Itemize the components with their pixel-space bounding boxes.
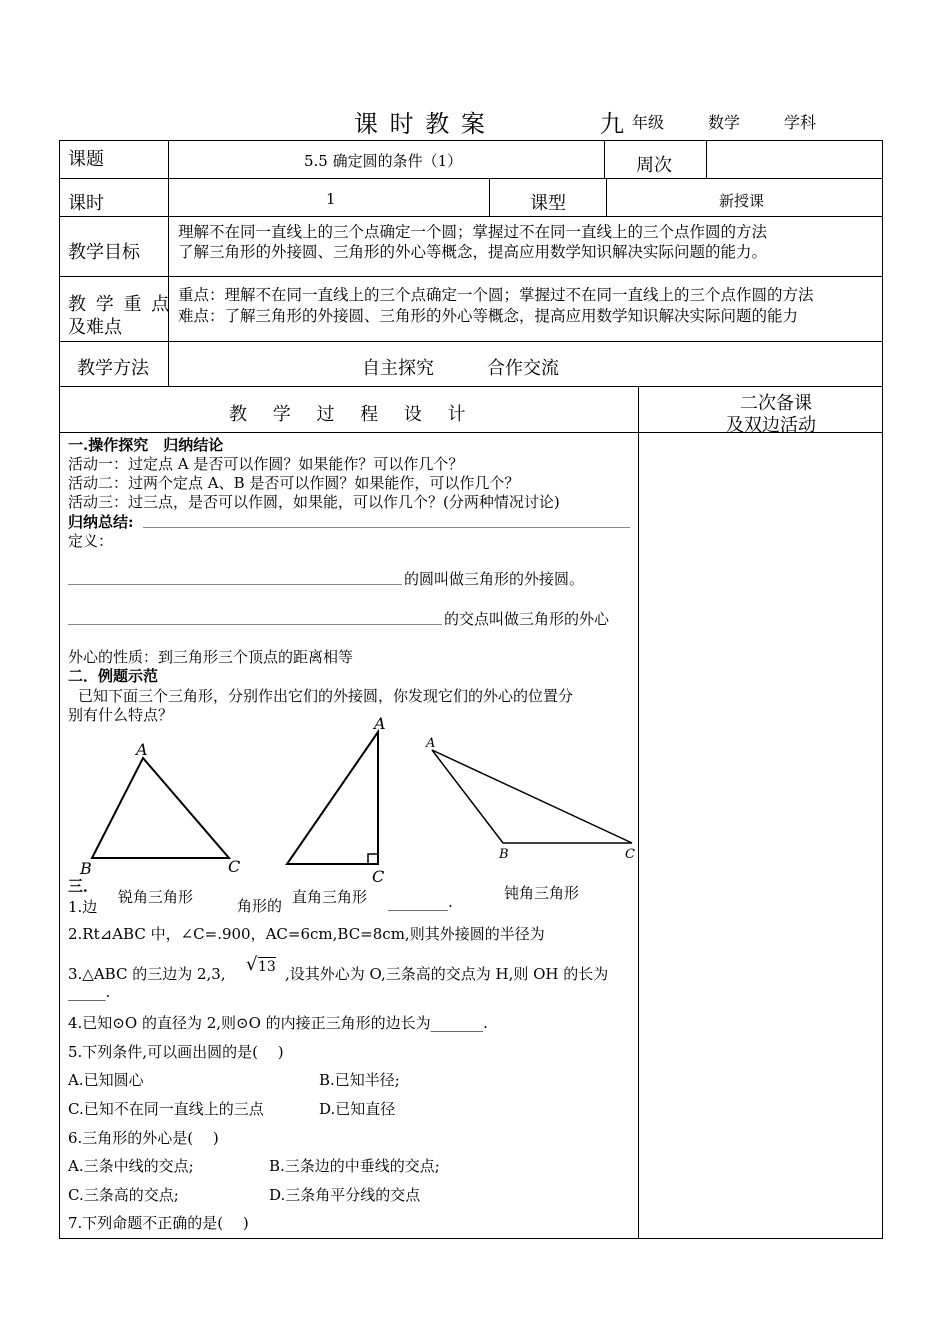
example-line-1: 已知下面三个三角形，分别作出它们的外接圆，你发现它们的外心的位置分 <box>78 687 574 705</box>
keypoints-line-2: 难点：了解三角形的外接圆、三角形的外心等概念，提高应用数学知识解决实际问题的能力 <box>178 307 799 325</box>
circumcenter-property: 外心的性质：到三角形三个顶点的距离相等 <box>68 648 354 666</box>
obtuse-triangle <box>432 750 632 843</box>
question-1-start: 1.边 <box>68 898 98 916</box>
method-2: 合作交流 <box>487 358 559 379</box>
type-label: 课型 <box>530 193 566 214</box>
hours-label: 课时 <box>68 193 104 214</box>
question-5-option-d: D.已知直径 <box>319 1100 396 1118</box>
side-label-2: 及双边活动 <box>726 415 816 436</box>
method-1: 自主探究 <box>362 358 434 379</box>
question-4: 4.已知⊙O 的直径为 2,则⊙O 的内接正三角形的边长为_______. <box>68 1014 488 1032</box>
side-label-1: 二次备课 <box>740 393 812 414</box>
subject-value: 数学 <box>708 113 741 132</box>
triangles-figure <box>60 710 638 900</box>
summary-blank <box>143 527 630 528</box>
section-1-title: 一.操作探究 归纳结论 <box>68 436 224 454</box>
question-6-option-c: C.三条高的交点; <box>68 1186 179 1204</box>
question-5-option-c: C.已知不在同一直线上的三点 <box>68 1100 264 1118</box>
week-label: 周次 <box>636 155 672 176</box>
subject-label: 学科 <box>784 113 817 132</box>
type-value: 新授课 <box>719 192 765 210</box>
label-right-triangle: 直角三角形 <box>288 884 371 909</box>
keypoints-label-1: 教 学 重 点 <box>68 294 172 315</box>
page-title: 课 时 教 案 <box>354 110 487 138</box>
activity-1: 活动一：过定点 A 是否可以作圆？如果能作？可以作几个？ <box>68 455 464 473</box>
acute-vertex-c: C <box>228 857 241 876</box>
hours-value: 1 <box>326 190 336 208</box>
definition-2-blank <box>68 624 442 625</box>
obtuse-vertex-a: A <box>426 736 436 751</box>
question-3-a: 3.△ABC 的三边为 2,3, <box>68 965 226 983</box>
definition-1-suffix: 的圆叫做三角形的外接圆。 <box>404 570 585 588</box>
summary-label: 归纳总结: <box>68 513 134 531</box>
grade-value: 九 <box>600 110 624 138</box>
keypoints-label-2: 及难点 <box>68 317 122 338</box>
question-6-option-d: D.三条角平分线的交点 <box>269 1186 421 1204</box>
question-3-c: _____. <box>68 983 111 1001</box>
question-6: 6.三角形的外心是( ) <box>68 1129 219 1147</box>
obtuse-vertex-b: B <box>499 847 509 862</box>
question-6-option-b: B.三条边的中垂线的交点; <box>269 1157 440 1175</box>
grade-label: 年级 <box>632 113 665 132</box>
question-2: 2.Rt⊿ABC 中，∠C=.900，AC=6cm,BC=8cm,则其外接圆的半径为 <box>68 925 545 943</box>
label-acute-triangle: 锐角三角形 <box>114 884 197 909</box>
keypoints-line-1: 重点：理解不在同一直线上的三个点确定一个圆；掌握过不在同一直线上的三个点作圆的方法 <box>178 286 814 304</box>
activity-2: 活动二：过两个定点 A、B 是否可以作圆？如果能作，可以作几个？ <box>68 474 520 492</box>
example-line-2: 别有什么特点？ <box>68 706 174 724</box>
topic-label: 课题 <box>68 149 104 170</box>
sqrt-symbol: √ <box>246 954 258 975</box>
question-3-b: ,设其外心为 O,三条高的交点为 H,则 OH 的长为 <box>285 965 609 983</box>
acute-vertex-b: B <box>80 859 92 878</box>
section-3-title: 三． <box>68 877 99 895</box>
acute-vertex-a: A <box>136 740 148 759</box>
goals-line-2: 了解三角形的外接圆、三角形的外心等概念，提高应用数学知识解决实际问题的能力。 <box>178 243 768 261</box>
topic-value: 5.5 确定圆的条件（1） <box>304 152 463 170</box>
question-6-option-a: A.三条中线的交点; <box>68 1157 194 1175</box>
question-7: 7.下列命题不正确的是( ) <box>68 1214 249 1232</box>
question-5: 5.下列条件,可以画出圆的是( ) <box>68 1043 284 1061</box>
acute-triangle <box>92 758 229 858</box>
definition-label: 定义： <box>68 532 114 550</box>
question-1-mid: 角形的 <box>237 897 283 915</box>
question-5-option-b: B.已知半径; <box>319 1071 400 1089</box>
method-label: 教学方法 <box>77 358 149 379</box>
goals-line-1: 理解不在同一直线上的三个点确定一个圆；掌握过不在同一直线上的三个点作圆的方法 <box>178 223 768 241</box>
right-triangle <box>287 732 378 864</box>
sqrt-radicand: 13 <box>258 959 276 975</box>
section-2-title: 二．例题示范 <box>68 667 159 685</box>
right-angle-mark <box>368 854 378 864</box>
activity-3: 活动三：过三点，是否可以作圆，如果能，可以作几个？(分两种情况讨论) <box>68 493 560 511</box>
question-1-end: ________. <box>388 893 453 911</box>
right-vertex-c: C <box>372 867 385 886</box>
definition-1-blank <box>68 584 402 585</box>
definition-2-suffix: 的交点叫做三角形的外心 <box>444 610 610 628</box>
obtuse-vertex-c: C <box>625 847 635 862</box>
process-label: 教 学 过 程 设 计 <box>229 404 476 425</box>
goals-label: 教学目标 <box>68 242 140 263</box>
label-obtuse-triangle: 钝角三角形 <box>500 880 583 905</box>
question-5-option-a: A.已知圆心 <box>68 1071 144 1089</box>
right-vertex-a: A <box>374 714 386 733</box>
